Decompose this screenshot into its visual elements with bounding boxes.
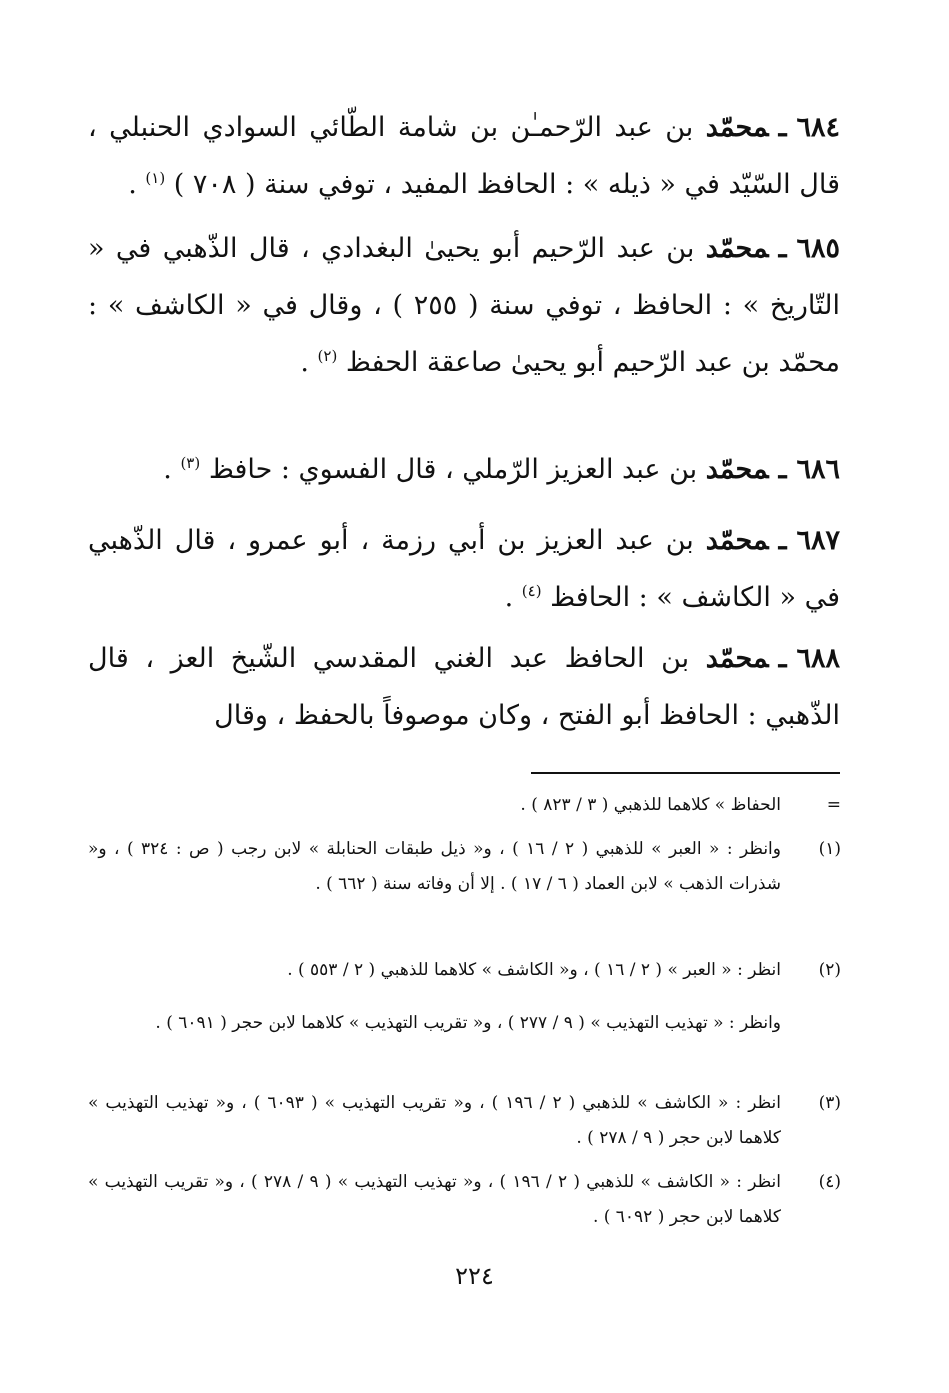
entry-ending: . — [128, 169, 137, 200]
entry-684 — [88, 99, 840, 213]
footnote-marker: (٢) — [818, 960, 841, 980]
footnote-ref: (١) — [145, 169, 166, 187]
footnote-text: انظر : « الكاشف » للذهبي ( ٢ / ١٩٦ ) ، و« تقريب التهذيب » ( ٦٠٩٣ ) ، و« تهذيب التهذيب » كلاهما لابن حجر ( ٩ / ٢٧٨ ) . — [88, 1093, 781, 1148]
entry-686 — [88, 441, 840, 498]
entry-name: محمّد — [705, 454, 769, 485]
footnote-ref: (٣) — [180, 454, 201, 472]
footnote-1 — [88, 832, 841, 902]
entry-688 — [88, 630, 840, 744]
entry-dash: ـ — [778, 112, 787, 143]
footnote-marker: (٣) — [818, 1093, 841, 1113]
footnote-marker: (٤) — [818, 1172, 841, 1192]
footnote-separator — [531, 772, 840, 774]
entry-text: بن الحافظ عبد الغني المقدسي الشّيخ العز ، قال الذّهبي : الحافظ أبو الفتح ، وكان موصوفاً بالحفظ ، وقال — [88, 643, 840, 731]
footnote-2 — [88, 953, 841, 988]
entry-dash: ـ — [778, 233, 787, 264]
entry-name: محمّد — [705, 643, 769, 674]
footnote-2-continued — [88, 1006, 841, 1041]
entry-number: ٦٨٥ — [796, 233, 841, 264]
footnote-marker: (١) — [818, 839, 841, 859]
entry-text: بن عبد الرّحمـٰن بن شامة الطّائي السوادي الحنبلي ، قال السّيّد في « ذيله » : الحافظ المفيد ، توفي سنة ( ٧٠٨ ) — [88, 112, 840, 200]
entry-dash: ـ — [778, 525, 787, 556]
entry-ending: . — [163, 454, 172, 485]
footnote-text: انظر : « الكاشف » للذهبي ( ٢ / ١٩٦ ) ، و« تهذيب التهذيب » ( ٩ / ٢٧٨ ) ، و« تقريب التهذيب » كلاهما لابن حجر ( ٦٠٩٢ ) . — [88, 1172, 781, 1227]
entry-685 — [88, 220, 840, 391]
entry-name: محمّد — [705, 525, 769, 556]
entry-text: بن عبد الرّحيم أبو يحيىٰ البغدادي ، قال الذّهبي في « التّاريخ » : الحافظ ، توفي سنة ( ٢٥٥ ) ، وقال في « الكاشف » : محمّد بن عبد الرّحيم أبو يحيىٰ صاعقة الحفظ — [88, 233, 840, 378]
page-number: ٢٢٤ — [455, 1262, 494, 1290]
footnote-text: انظر : « العبر » ( ٢ / ١٦ ) ، و« الكاشف » كلاهما للذهبي ( ٢ / ٥٥٣ ) . — [287, 960, 781, 980]
footnote-marker: = — [826, 795, 841, 815]
entry-number: ٦٨٦ — [796, 454, 840, 485]
entry-number: ٦٨٤ — [796, 112, 840, 143]
entry-dash: ـ — [778, 454, 787, 485]
footnote-3 — [88, 1086, 841, 1156]
footnote-ref: (٤) — [521, 582, 542, 600]
entry-dash: ـ — [778, 643, 787, 674]
entry-number: ٦٨٧ — [796, 525, 840, 556]
footnote-text: وانظر : « العبر » للذهبي ( ٢ / ١٦ ) ، و« ذيل طبقات الحنابلة » لابن رجب ( ص : ٣٢٤ ) ، و« شذرات الذهب » لابن العماد ( ٦ / ١٧ ) . إلا أن وفاته سنة ( ٦٦٢ ) . — [88, 839, 781, 894]
entry-ending: . — [504, 582, 514, 613]
entry-number: ٦٨٨ — [796, 643, 840, 674]
footnote-continuation — [88, 788, 841, 823]
footnote-text: الحفاظ » كلاهما للذهبي ( ٣ / ٨٢٣ ) . — [520, 795, 781, 815]
entry-687 — [88, 512, 840, 626]
entry-ending: . — [300, 347, 309, 378]
entry-name: محمّد — [705, 233, 769, 264]
entry-text: بن عبد العزيز بن أبي رزمة ، أبو عمرو ، قال الذّهبي في « الكاشف » : الحافظ — [88, 525, 840, 613]
entry-text: بن عبد العزيز الرّملي ، قال الفسوي : حافظ — [208, 454, 698, 485]
footnote-4 — [88, 1165, 841, 1235]
footnote-text: وانظر : « تهذيب التهذيب » ( ٩ / ٢٧٧ ) ، و« تقريب التهذيب » كلاهما لابن حجر ( ٦٠٩١ ) . — [155, 1013, 781, 1033]
footnote-ref: (٢) — [317, 347, 338, 365]
entry-name: محمّد — [705, 112, 769, 143]
